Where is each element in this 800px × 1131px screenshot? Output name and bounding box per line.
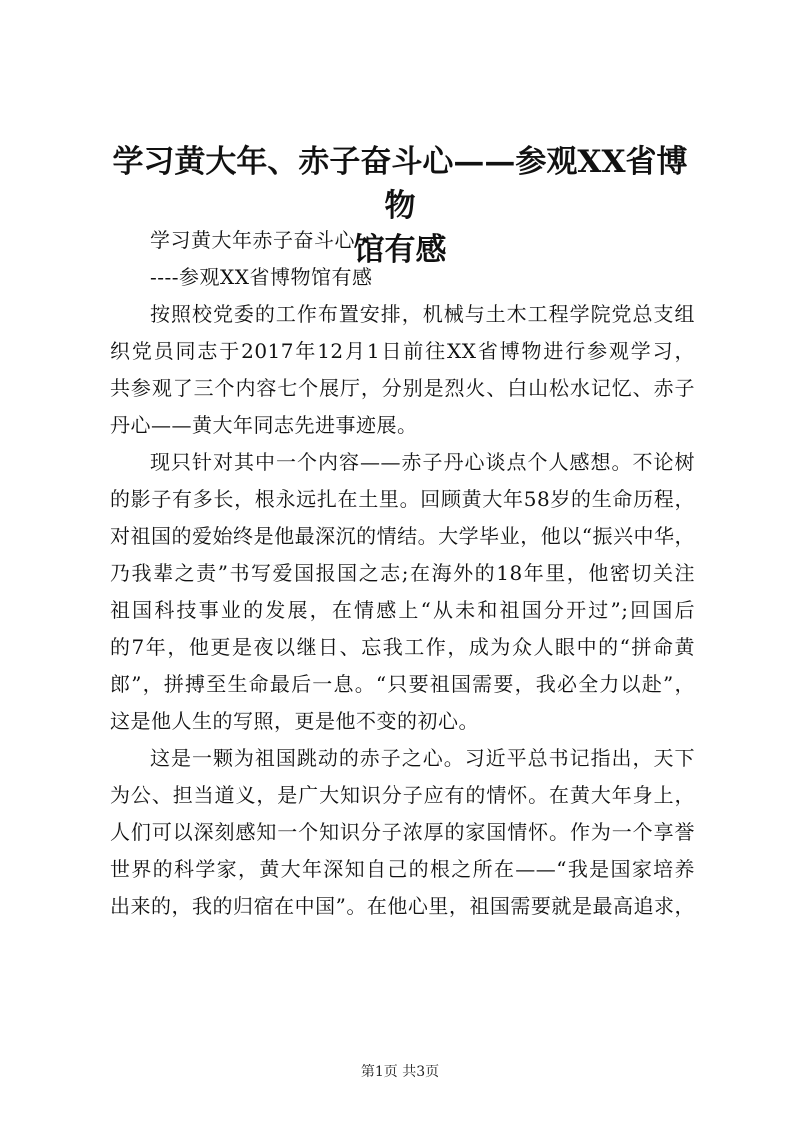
paragraph-3 (110, 740, 695, 925)
subtitle-line-2: ----参观XX省博物馆有感 (150, 265, 373, 289)
paragraph-1 (110, 296, 695, 444)
title-line-2: 馆有感 (353, 232, 447, 268)
paragraph-2 (110, 444, 695, 740)
paragraph-line: 这是一颗为祖国跳动的赤子之心。习近平总书记指出，天下 (150, 746, 695, 770)
paragraph-line: 这是他人生的写照，更是他不变的初心。 (110, 709, 479, 733)
paragraph-line: 世界的科学家，黄大年深知自己的根之所在——“我是国家培养 (110, 857, 695, 881)
paragraph-line: 为公、担当道义，是广大知识分子应有的情怀。在黄大年身上， (110, 783, 695, 807)
paragraph-line: 祖国科技事业的发展，在情感上“从未和祖国分开过”;回国后 (110, 598, 695, 622)
paragraph-line: 人们可以深刻感知一个知识分子浓厚的家国情怀。作为一个享誉 (110, 820, 695, 844)
document-body (110, 222, 695, 925)
paragraph-line: 的7年，他更是夜以继日、忘我工作，成为众人眼中的“拼命黄 (110, 635, 695, 659)
paragraph-line: 对祖国的爱始终是他最深沉的情结。大学毕业，他以“振兴中华， (110, 524, 695, 548)
paragraph-line: 织党员同志于2017年12月1日前往XX省博物进行参观学习， (110, 339, 695, 363)
page-number-footer: 第1页 共3页 (360, 1064, 440, 1080)
paragraph-line: 按照校党委的工作布置安排，机械与土木工程学院党总支组 (150, 302, 695, 326)
paragraph-line: 丹心——黄大年同志先进事迹展。 (110, 413, 418, 437)
subtitle-line-1: 学习黄大年赤子奋斗心 (150, 228, 355, 252)
paragraph-line: 现只针对其中一个内容——赤子丹心谈点个人感想。不论树 (150, 450, 695, 474)
paragraph-line: 的影子有多长，根永远扎在土里。回顾黄大年58岁的生命历程， (110, 487, 695, 511)
title-line-1: 学习黄大年、赤子奋斗心——参观XX省博物 (112, 144, 688, 224)
paragraph-line: 出来的，我的归宿在中国”。在他心里，祖国需要就是最高追求， (110, 894, 695, 918)
paragraph-line: 乃我辈之责”书写爱国报国之志;在海外的18年里，他密切关注 (110, 561, 695, 585)
paragraph-line: 郎”，拼搏至生命最后一息。“只要祖国需要，我必全力以赴”， (110, 672, 695, 696)
paragraph-line: 共参观了三个内容七个展厅，分别是烈火、白山松水记忆、赤子 (110, 376, 695, 400)
